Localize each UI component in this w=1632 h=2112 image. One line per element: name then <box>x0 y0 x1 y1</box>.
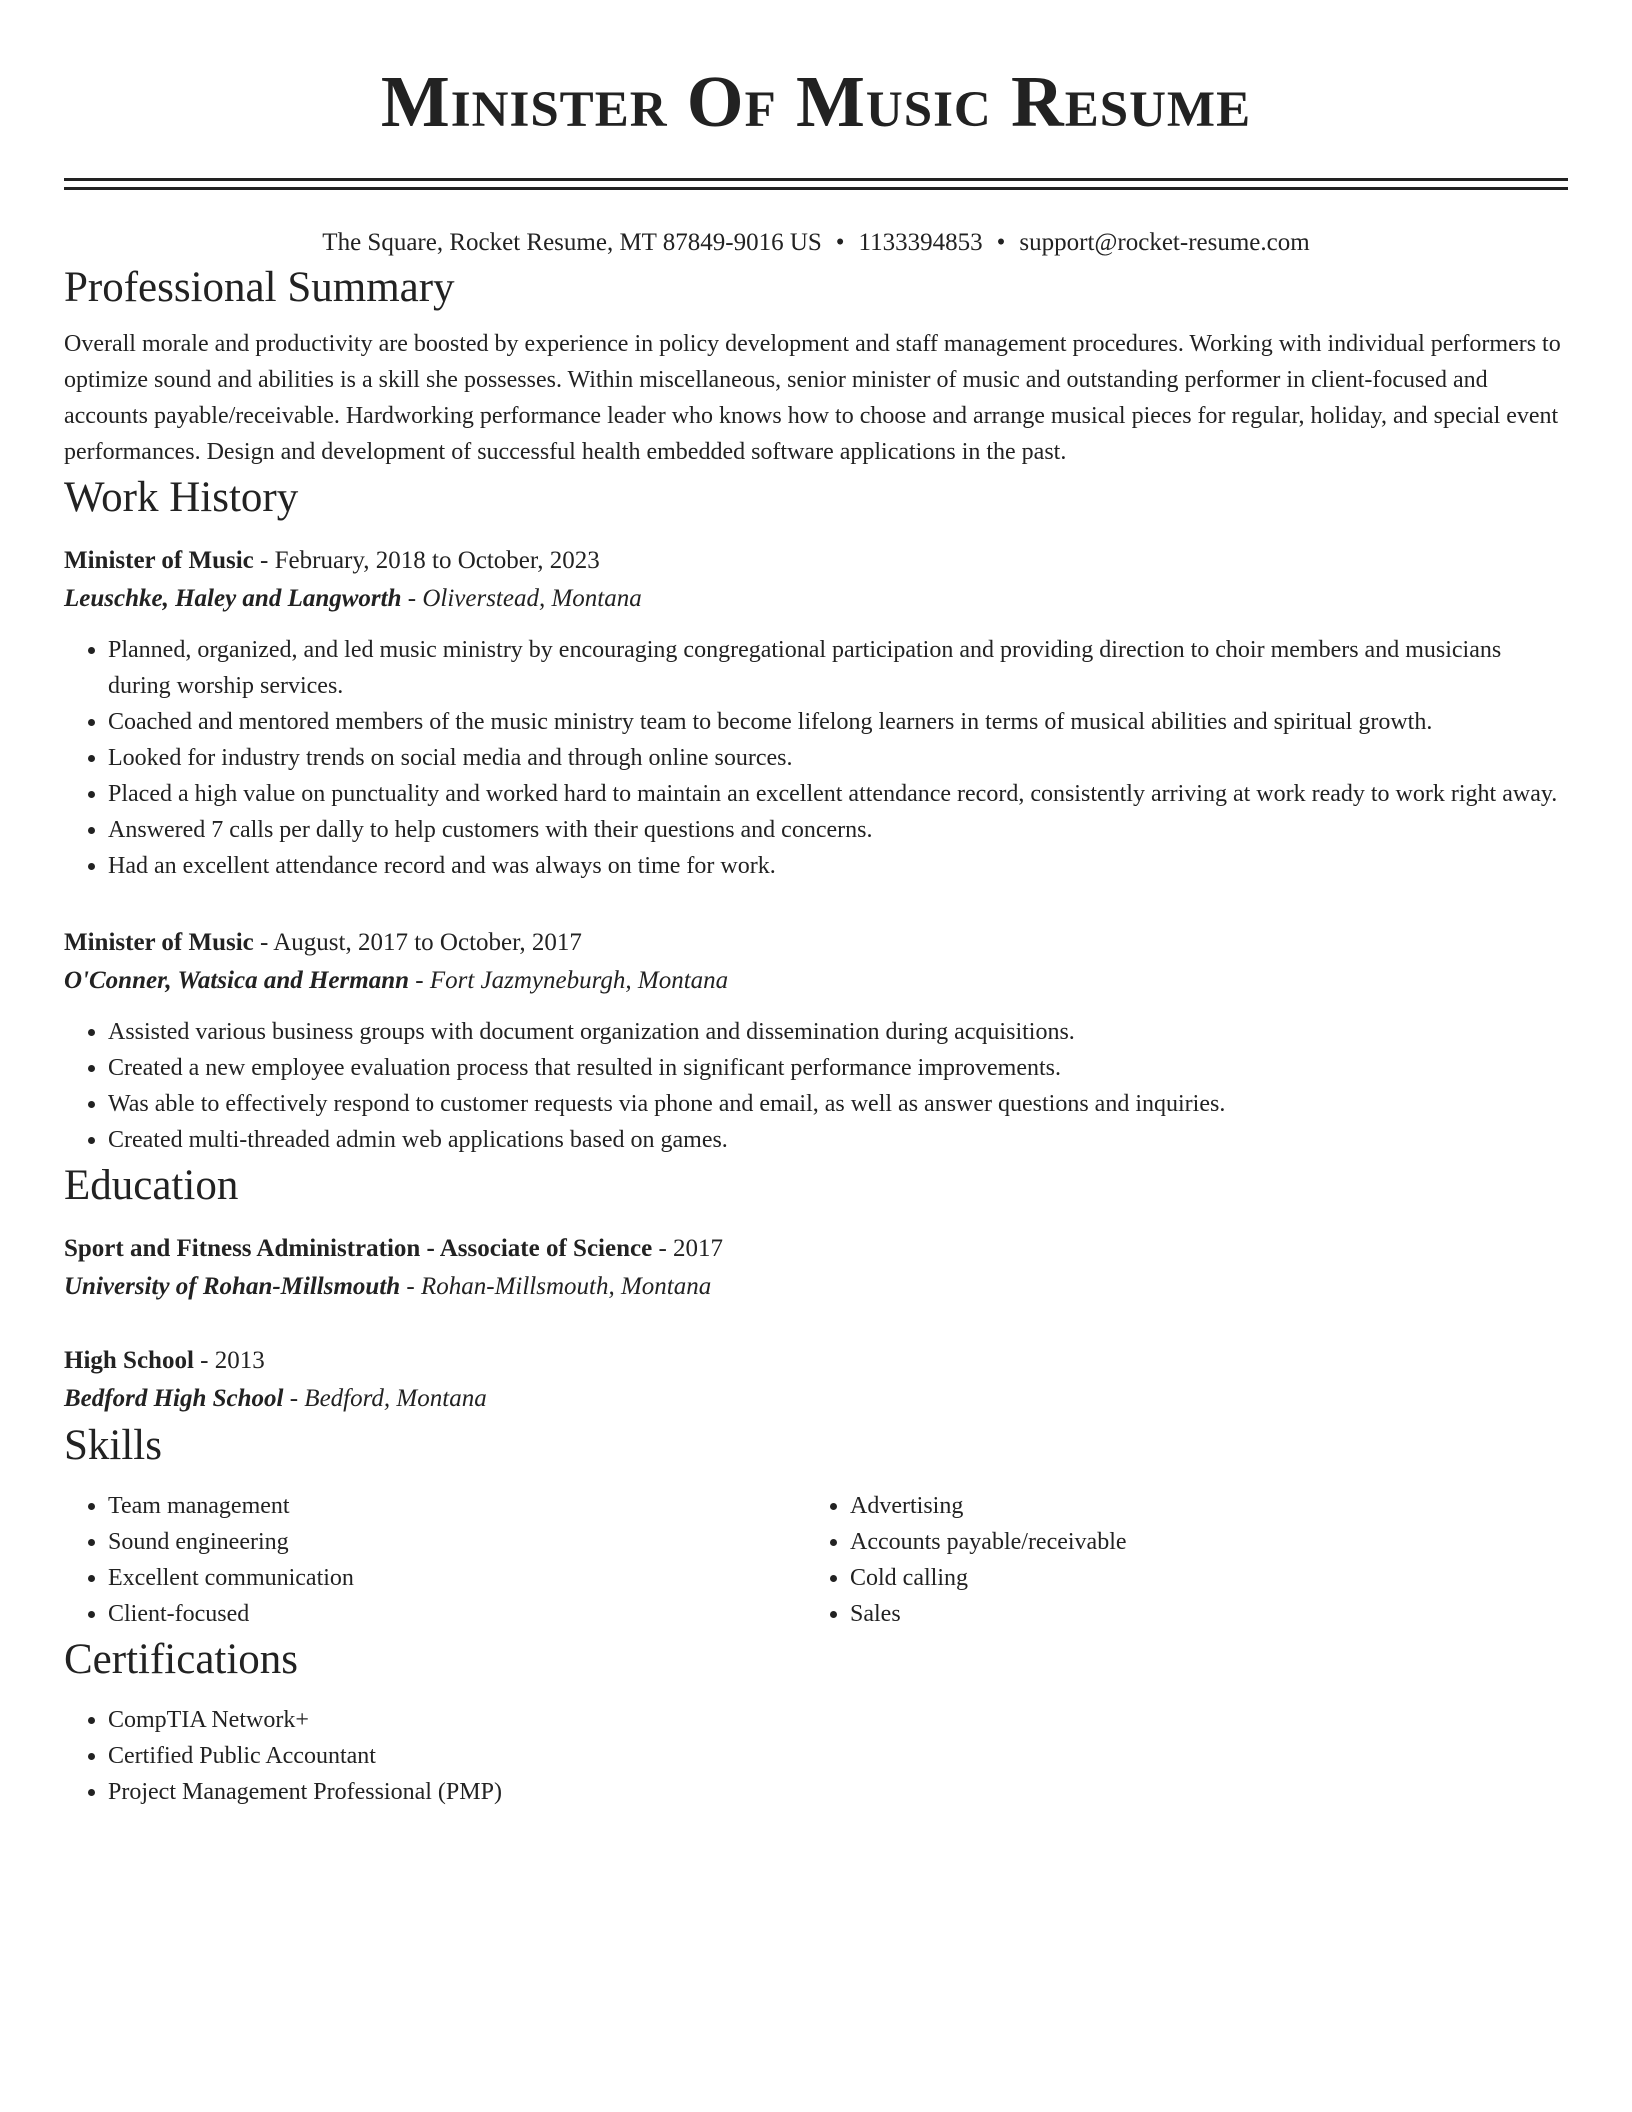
certifications-list <box>64 1702 1568 1810</box>
list-item: • Created multi-threaded admin web applications based on games. <box>108 1122 1568 1158</box>
title-divider <box>64 178 1568 190</box>
job-company: Leuschke, Haley and Langworth <box>64 585 402 612</box>
skills-column-right <box>806 1488 1548 1632</box>
education-degree: High School <box>64 1347 194 1374</box>
list-item: • Client-focused <box>108 1596 806 1632</box>
job-dates: - February, 2018 to October, 2023 <box>253 547 600 574</box>
job-title-line <box>64 924 1568 962</box>
list-item: • Sound engineering <box>108 1524 806 1560</box>
summary-text: Overall morale and productivity are boosted by experience in policy development and staff management procedures. Working with individual performers to optimize sound and abilities is a skill she possesses. Within miscellaneous, senior minister of music and outstanding performer in client-focused and accounts payable/receivable. Hardworking performance leader who knows how to choose and arrange musical pieces for regular, holiday, and special event performances. Design and development of successful health embedded software applications in the past. <box>64 331 1561 465</box>
contact-phone: 1133394853 <box>858 229 983 256</box>
contact-separator: • <box>996 229 1006 256</box>
list-item: • Answered 7 calls per dally to help customers with their questions and concerns. <box>108 812 1568 848</box>
education-school: Bedford High School <box>64 1385 284 1412</box>
list-item: • Cold calling <box>850 1560 1548 1596</box>
education-year: - 2017 <box>652 1235 724 1262</box>
list-item: • Coached and mentored members of the music ministry team to become lifelong learners in terms of musical abilities and spiritual growth. <box>108 704 1568 740</box>
job-location: - Oliverstead, Montana <box>401 585 642 612</box>
education-year: - 2013 <box>193 1347 265 1374</box>
list-item: • Accounts payable/receivable <box>850 1524 1548 1560</box>
education-school: University of Rohan-Millsmouth <box>64 1273 401 1300</box>
job-company: O'Conner, Watsica and Hermann <box>64 967 409 994</box>
divider-line-top <box>64 178 1568 181</box>
education-degree-line <box>64 1230 1568 1268</box>
contact-email: support@rocket-resume.com <box>1019 229 1310 256</box>
contact-address: The Square, Rocket Resume, MT 87849-9016 US <box>322 229 822 256</box>
resume-title: Minister Of Music Resume <box>380 61 1252 142</box>
education-location: - Rohan-Millsmouth, Montana <box>400 1273 712 1300</box>
list-item: • Certified Public Accountant <box>108 1738 1568 1774</box>
list-item: • Assisted various business groups with document organization and dissemination during acquisitions. <box>108 1014 1568 1050</box>
work-history-heading: Work History <box>64 474 299 521</box>
list-item: • Advertising <box>850 1488 1548 1524</box>
job-role: Minister of Music <box>64 547 254 574</box>
education-school-line <box>64 1268 1568 1306</box>
job-bullets <box>64 632 1568 884</box>
skills-heading: Skills <box>64 1422 162 1469</box>
list-item: • Had an excellent attendance record and was always on time for work. <box>108 848 1568 884</box>
skills-list <box>806 1488 1548 1632</box>
list-item: • Planned, organized, and led music ministry by encouraging congregational participation and providing direction to choir members and musicians during worship services. <box>108 632 1568 704</box>
job-entry <box>64 924 1568 1158</box>
education-entry <box>64 1342 1568 1418</box>
skills-grid <box>64 1488 1568 1632</box>
job-title-line <box>64 542 1568 580</box>
list-item: • Created a new employee evaluation process that resulted in significant performance improvements. <box>108 1050 1568 1086</box>
job-role: Minister of Music <box>64 929 254 956</box>
summary-heading: Professional Summary <box>64 264 455 311</box>
list-item: • CompTIA Network+ <box>108 1702 1568 1738</box>
job-dates: - August, 2017 to October, 2017 <box>253 929 582 956</box>
job-company-line <box>64 962 1568 1000</box>
divider-line-bottom <box>64 187 1568 190</box>
skills-column-left <box>64 1488 806 1632</box>
education-degree: Sport and Fitness Administration - Associate of Science <box>64 1235 653 1262</box>
job-bullets <box>64 1014 1568 1158</box>
education-heading: Education <box>64 1162 239 1209</box>
job-entry <box>64 542 1568 884</box>
skills-list <box>64 1488 806 1632</box>
job-location: - Fort Jazmyneburgh, Montana <box>409 967 729 994</box>
list-item: • Looked for industry trends on social media and through online sources. <box>108 740 1568 776</box>
list-item: • Project Management Professional (PMP) <box>108 1774 1568 1810</box>
list-item: • Team management <box>108 1488 806 1524</box>
list-item: • Was able to effectively respond to customer requests via phone and email, as well as answer questions and inquiries. <box>108 1086 1568 1122</box>
list-item: • Excellent communication <box>108 1560 806 1596</box>
contact-line <box>64 226 1568 260</box>
education-degree-line <box>64 1342 1568 1380</box>
list-item: • Placed a high value on punctuality and worked hard to maintain an excellent attendance record, consistently arriving at work ready to work right away. <box>108 776 1568 812</box>
education-location: - Bedford, Montana <box>283 1385 487 1412</box>
job-company-line <box>64 580 1568 618</box>
list-item: • Sales <box>850 1596 1548 1632</box>
certifications-heading: Certifications <box>64 1636 299 1683</box>
contact-separator: • <box>835 229 845 256</box>
education-school-line <box>64 1380 1568 1418</box>
education-entry <box>64 1230 1568 1306</box>
